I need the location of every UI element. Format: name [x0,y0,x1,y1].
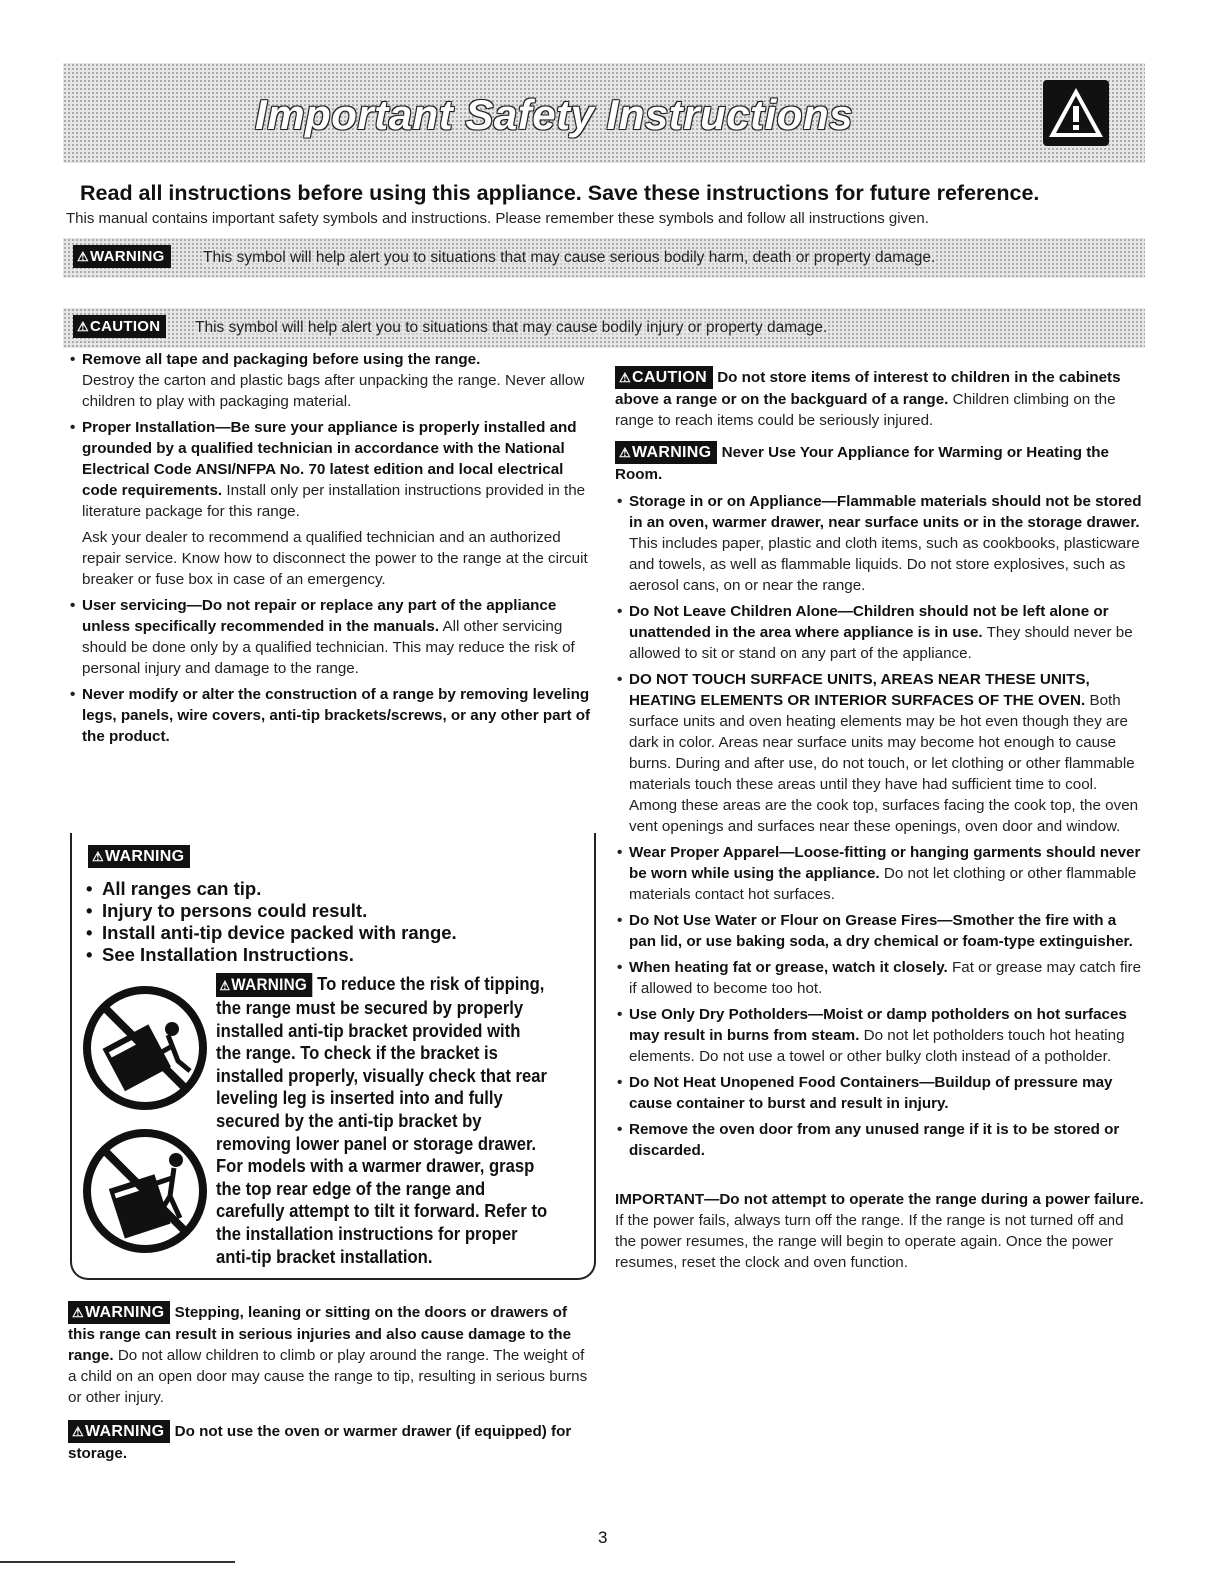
warning-paragraph: ⚠WARNING Never Use Your Appliance for Warming or Heating the Room. [615,441,1145,485]
list-item: • Wear Proper Apparel—Loose-fitting or hanging garments should never be worn while using the appliance. Do not let clothing or other flammable materials contact hot surfaces. [615,842,1145,905]
tipping-range-pictogram [80,983,210,1113]
intro-text: This manual contains important safety symbols and instructions. Please remember these symbols and follow all instructions given. [66,210,929,227]
caution-badge: ⚠CAUTION [73,315,166,338]
paragraph: Ask your dealer to recommend a qualified technician and an authorized repair service. Know how to disconnect the power to the range at the circuit breaker or fuse box in case of an emergency. [82,529,588,588]
list-item: • Storage in or on Appliance—Flammable materials should not be stored in an oven, warmer drawer, near surface units or in the storage drawer. This includes paper, plastic and cloth items, such as cookbooks, plasticware and towels, as well as flammable liquids. Do not store explosives, such as aerosol cans, on or near the range. [615,491,1145,596]
lower-left-warnings [68,1301,588,1476]
tip-list [86,878,457,966]
caution-symbol-strip [63,308,1145,348]
list-item: • Do Not Heat Unopened Food Containers—Buildup of pressure may cause container to burst and result in injury. [615,1072,1145,1114]
alert-triangle-icon: ⚠ [72,1305,84,1320]
alert-triangle-icon: ⚠ [77,249,89,264]
safety-alert-icon [1043,80,1109,146]
warning-paragraph: ⚠WARNING Do not use the oven or warmer drawer (if equipped) for storage. [68,1420,588,1464]
child-on-door-pictogram [80,1126,210,1256]
warning-badge: ⚠WARNING [73,245,171,268]
headline: Read all instructions before using this appliance. Save these instructions for future reference. [80,181,1040,205]
list-item: • Remove the oven door from any unused range if it is to be stored or discarded. [615,1119,1145,1161]
anti-tip-instructions: ⚠WARNING To reduce the risk of tipping, the range must be secured by properly installed anti-tip bracket provided with the range. To check if the bracket is installed properly, visually check that rear leveling leg is inserted into and fully secured by the anti-tip bracket by removing lower panel or storage drawer. For models with a warmer drawer, grasp the top rear edge of the range and carefully attempt to tilt it forward. Refer to the installation instructions for proper anti-tip bracket installation. [216,973,548,1267]
anti-tip-warning-box [70,833,596,1280]
right-column [615,366,1145,1273]
warning-badge: ⚠WARNING [68,1420,170,1443]
warning-badge: ⚠WARNING [88,845,190,868]
warning-badge: ⚠WARNING [216,973,313,997]
list-item: • Never modify or alter the construction of a range by removing leveling legs, panels, wire covers, anti-tip brackets/screws, or any other part of the product. [68,684,596,747]
list-item: • Remove all tape and packaging before using the range. Destroy the carton and plastic bags after unpacking the range. Never allow children to play with packaging material. [68,349,596,412]
alert-triangle-icon: ⚠ [92,849,104,864]
page-title: Important Safety Instructions [255,91,853,138]
warning-paragraph: ⚠WARNING Stepping, leaning or sitting on the doors or drawers of this range can result in serious injuries and also cause damage to the range. Do not allow children to climb or play around the range. The weight of a child on an open door may cause the range to tip, resulting in serious burns or other injury. [68,1301,588,1408]
title-banner [63,63,1145,163]
list-item: • Do Not Use Water or Flour on Grease Fires—Smother the fire with a pan lid, or use baking soda, a dry chemical or foam-type extinguisher. [615,910,1145,952]
list-item: • Injury to persons could result. [86,900,457,922]
caution-badge: ⚠CAUTION [615,366,713,389]
warning-badge: ⚠WARNING [68,1301,170,1324]
left-column [68,349,596,752]
alert-triangle-icon: ⚠ [619,370,631,385]
list-item: • See Installation Instructions. [86,944,457,966]
list-item: • When heating fat or grease, watch it closely. Fat or grease may catch fire if allowed to become too hot. [615,957,1145,999]
footer-rule [0,1561,235,1563]
list-item: • User servicing—Do not repair or replace any part of the appliance unless specifically recommended in the manuals. All other servicing should be done only by a qualified technician. This may reduce the risk of personal injury and damage to the range. [68,595,596,679]
alert-triangle-icon: ⚠ [77,319,89,334]
page-number: 3 [598,1528,608,1547]
caution-strip-text: This symbol will help alert you to situations that may cause bodily injury or property damage. [195,319,828,336]
list-item: • DO NOT TOUCH SURFACE UNITS, AREAS NEAR THESE UNITS, HEATING ELEMENTS OR INTERIOR SURFACES OF THE OVEN. Both surface units and oven heating elements may be hot even though they are dark in color. Areas near surface units may become hot enough to cause burns. During and after use, do not touch, or let clothing or other flammable materials touch these areas until they have had sufficient time to cool. Among these areas are the cook top, surfaces facing the cook top, the oven vent openings and surfaces near these openings, oven door and window. [615,669,1145,837]
list-item: • Install anti-tip device packed with range. [86,922,457,944]
caution-paragraph: ⚠CAUTION Do not store items of interest to children in the cabinets above a range or on the backguard of a range. Children climbing on the range to reach items could be seriously injured. [615,366,1145,431]
alert-triangle-icon: ⚠ [219,978,231,993]
warning-badge: ⚠WARNING [615,441,717,464]
list-item: • Proper Installation—Be sure your appliance is properly installed and grounded by a qualified technician in accordance with the National Electrical Code ANSI/NFPA No. 70 latest edition and local electrical code requirements. Install only per installation instructions provided in the literature package for this range. [68,417,596,522]
alert-triangle-icon: ⚠ [619,445,631,460]
list-item: • Do Not Leave Children Alone—Children should not be left alone or unattended in the area where appliance is in use. They should never be allowed to sit or stand on any part of the appliance. [615,601,1145,664]
list-item: • All ranges can tip. [86,878,457,900]
alert-triangle-icon: ⚠ [72,1424,84,1439]
important-paragraph: IMPORTANT—Do not attempt to operate the range during a power failure. If the power fails, always turn off the range. If the range is not turned off and the power resumes, the range will begin to operate again. Once the power resumes, reset the clock and oven function. [615,1191,1144,1271]
list-item: • Use Only Dry Potholders—Moist or damp potholders on hot surfaces may result in burns from steam. Do not let potholders touch hot heating elements. Do not use a towel or other bulky cloth instead of a potholder. [615,1004,1145,1067]
warning-symbol-strip [63,238,1145,278]
warning-strip-text: This symbol will help alert you to situations that may cause serious bodily harm, death or property damage. [203,249,936,266]
